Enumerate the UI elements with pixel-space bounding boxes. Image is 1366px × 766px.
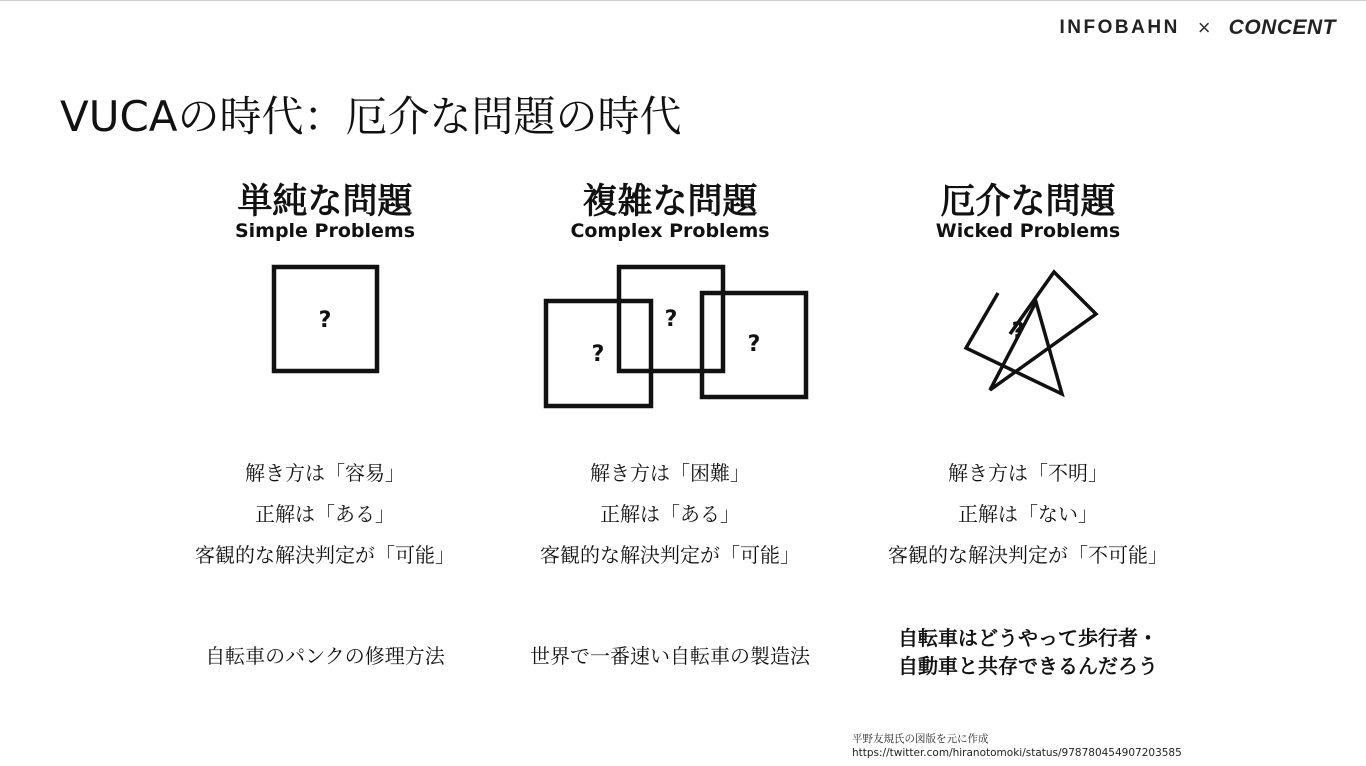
heading-ja: 厄介な問題 [940,182,1116,222]
heading-ja: 複雑な問題 [582,182,758,222]
wicked-tangle-figure [958,266,1104,398]
question-mark: ? [1011,319,1025,344]
question-mark: ? [318,308,332,333]
solution-method: 解き方は「容易」 [245,461,405,485]
credit-url: https://twitter.com/hiranotomoki/status/978780454907203585 [852,747,1182,759]
concent-logo: CONCENT [1228,16,1336,39]
source-credit [852,732,1182,760]
heading-en: Simple Problems [234,220,416,242]
example-line: 自転車はどうやって歩行者・ [898,626,1158,650]
brand-separator: × [1197,15,1211,40]
column-simple [175,0,475,766]
infobahn-logo: INFOBAHN [1059,17,1180,38]
example: 自転車のパンクの修理方法 [205,644,445,668]
solution-method: 解き方は「困難」 [590,461,750,485]
example: 世界で一番速い自転車の製造法 [530,644,810,668]
simple-square-figure [268,262,384,378]
correct-answer: 正解は「ある」 [600,502,740,526]
characteristics [175,456,475,579]
heading-en: Wicked Problems [935,220,1121,242]
page-title: VUCAの時代：厄介な問題の時代 [60,92,682,141]
question-mark: ? [664,307,678,332]
heading-ja: 単純な問題 [237,182,413,222]
judgement: 客観的な解決判定が「可能」 [195,543,455,567]
judgement: 客観的な解決判定が「不可能」 [888,543,1168,567]
heading-en: Complex Problems [570,220,770,242]
credit-text: 平野友規氏の図版を元に作成 [852,733,989,745]
tangle-line [966,272,1096,394]
example-line: 自動車と共存できるんだろう [898,654,1158,678]
characteristics [505,456,835,579]
characteristics [868,456,1188,579]
example [868,624,1188,680]
solution-method: 解き方は「不明」 [948,461,1108,485]
complex-squares-figure [540,262,815,414]
judgement: 客観的な解決判定が「可能」 [540,543,800,567]
correct-answer: 正解は「ない」 [958,502,1098,526]
correct-answer: 正解は「ある」 [255,502,395,526]
question-mark: ? [747,332,761,357]
question-mark: ? [591,342,605,367]
